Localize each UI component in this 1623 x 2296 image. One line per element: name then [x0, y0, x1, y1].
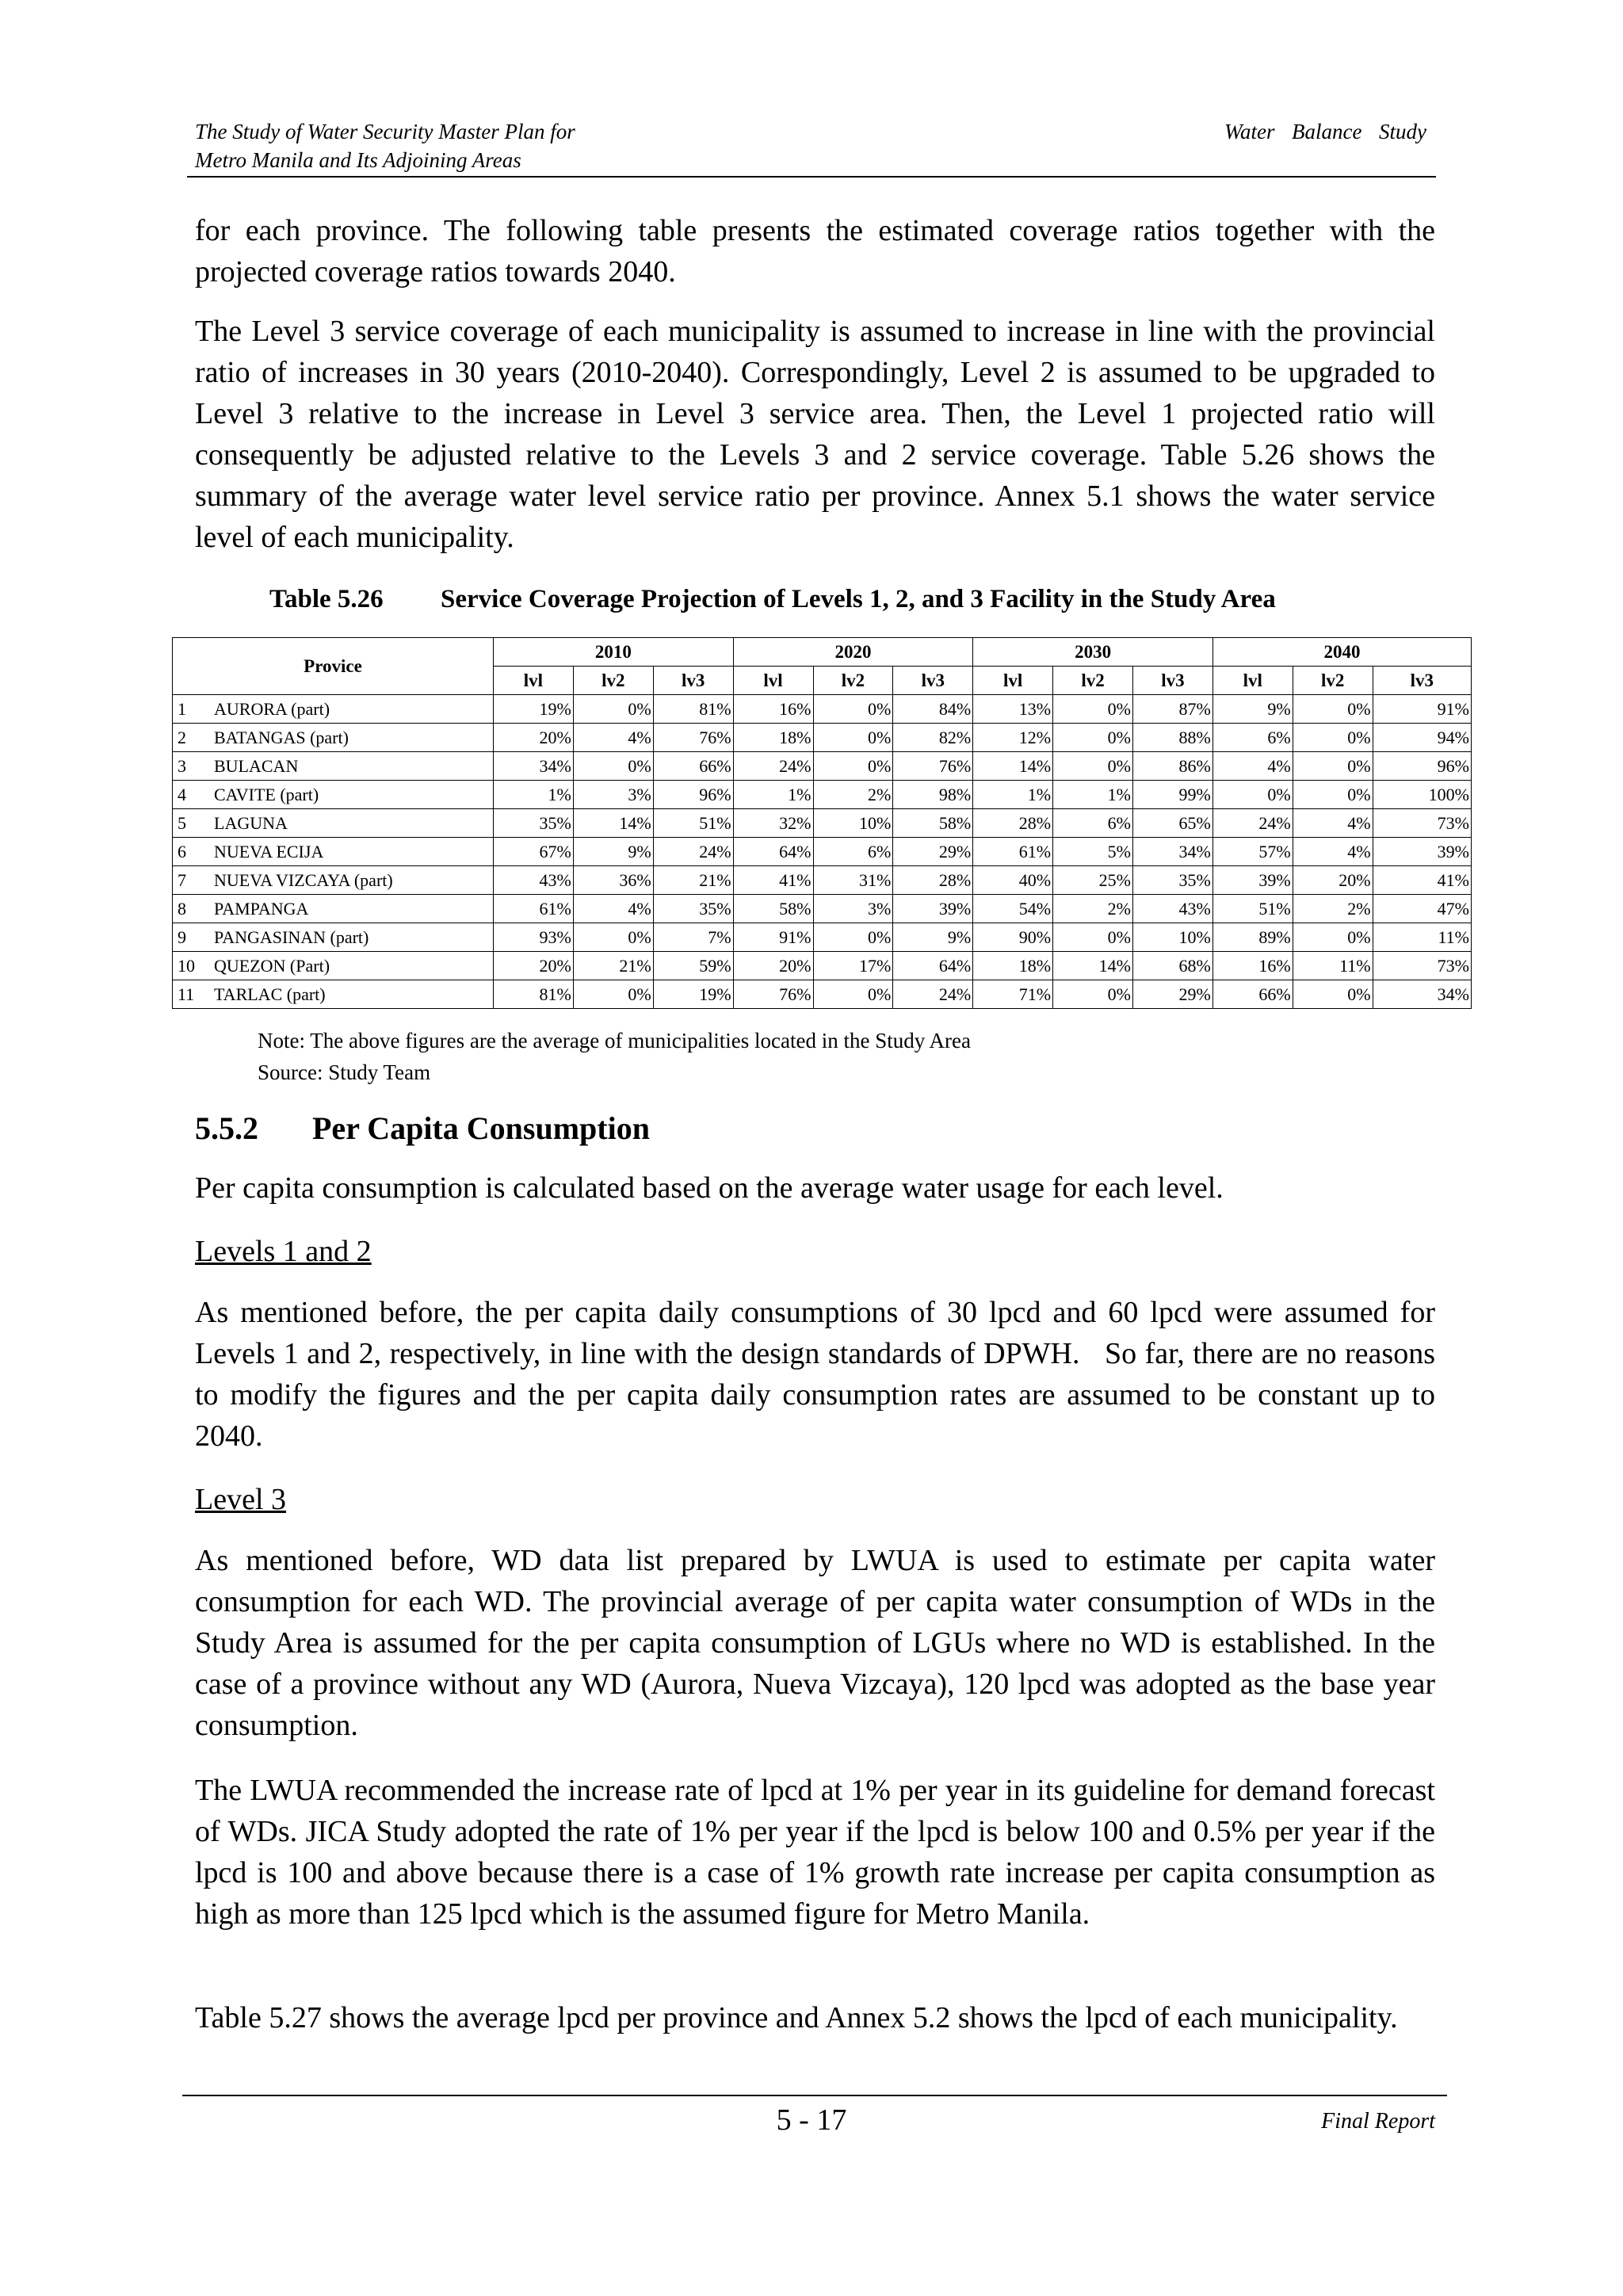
coverage-value: 13% [973, 695, 1053, 724]
coverage-value: 40% [973, 866, 1053, 895]
coverage-value: 36% [573, 866, 653, 895]
coverage-value: 20% [494, 952, 574, 980]
coverage-value: 86% [1133, 752, 1213, 781]
table-caption [269, 582, 1276, 617]
province-name: BATANGAS (part) [211, 724, 494, 752]
coverage-value: 4% [1293, 838, 1373, 866]
year-header-2020: 2020 [733, 638, 973, 667]
row-index: 1 [173, 695, 212, 724]
coverage-value: 68% [1133, 952, 1213, 980]
coverage-value: 66% [653, 752, 733, 781]
table-caption-number: Table 5.26 [269, 585, 384, 613]
coverage-value: 3% [813, 895, 893, 923]
coverage-value: 4% [1293, 809, 1373, 838]
coverage-value: 28% [893, 866, 973, 895]
province-name: CAVITE (part) [211, 781, 494, 809]
row-index: 5 [173, 809, 212, 838]
coverage-value: 71% [973, 980, 1053, 1009]
table-source: Source: Study Team [258, 1060, 431, 1084]
coverage-value: 18% [973, 952, 1053, 980]
paragraph-1: for each province. The following table presents the estimated coverage ratios together with the projected coverage ratios towards 2040. [195, 214, 1435, 288]
coverage-value: 73% [1373, 809, 1471, 838]
table-row [173, 781, 1472, 809]
coverage-value: 0% [1212, 781, 1293, 809]
paragraph-6: The LWUA recommended the increase rate of lpcd at 1% per year in its guideline for demand forecast of WDs. JICA Study adopted the rate of 1% per year if the lpcd is below 100 and 0.5% per year if the lpcd is 100 and above because there is a case of 1% growth rate increase per capita consumption as high as more than 125 lpcd which is the assumed figure for Metro Manila. [195, 1774, 1435, 1931]
coverage-value: 25% [1053, 866, 1133, 895]
coverage-value: 4% [1212, 752, 1293, 781]
coverage-value: 76% [893, 752, 973, 781]
coverage-value: 14% [973, 752, 1053, 781]
coverage-value: 64% [893, 952, 973, 980]
row-index: 10 [173, 952, 212, 980]
table-row [173, 724, 1472, 752]
coverage-value: 91% [733, 923, 813, 952]
level-header: lv2 [1053, 667, 1133, 695]
coverage-value: 29% [893, 838, 973, 866]
section-title: Per Capita Consumption [312, 1110, 650, 1146]
coverage-value: 57% [1212, 838, 1293, 866]
row-index: 6 [173, 838, 212, 866]
coverage-value: 0% [573, 695, 653, 724]
table-note: Note: The above figures are the average of municipalities located in the Study Area [258, 1029, 971, 1052]
coverage-value: 7% [653, 923, 733, 952]
coverage-value: 0% [813, 752, 893, 781]
province-name: AURORA (part) [211, 695, 494, 724]
section-heading [195, 1108, 650, 1149]
subheading-levels-1-2: Levels 1 and 2 [195, 1235, 372, 1268]
coverage-value: 24% [893, 980, 973, 1009]
province-header: Provice [173, 638, 494, 695]
coverage-value: 96% [653, 781, 733, 809]
table-caption-title: Service Coverage Projection of Levels 1, 2, and 3 Facility in the Study Area [441, 585, 1276, 613]
coverage-value: 9% [573, 838, 653, 866]
coverage-value: 89% [1212, 923, 1293, 952]
coverage-value: 59% [653, 952, 733, 980]
header-rule [187, 176, 1436, 178]
paragraph-2: The Level 3 service coverage of each municipality is assumed to increase in line with the provincial ratio of increases in 30 years (2010-2040). Correspondingly, Level 2 is assumed to be upgraded to Level 3 relative to the increase in Level 3 service area. Then, the Level 1 projected ratio will consequently be adjusted relative to the Levels 3 and 2 service coverage. Table 5.26 shows the summary of the average water level service ratio per province. Annex 5.1 shows the water service level of each municipality. [195, 315, 1435, 554]
coverage-value: 24% [653, 838, 733, 866]
coverage-value: 0% [573, 980, 653, 1009]
paragraph-5: As mentioned before, WD data list prepared by LWUA is used to estimate per capita water consumption for each WD. The provincial average of per capita water consumption of WDs in the Study Area is assumed for the per capita consumption of LGUs where no WD is established. In the case of a province without any WD (Aurora, Nueva Vizcaya), 120 lpcd was adopted as the base year consumption. [195, 1544, 1435, 1742]
province-name: BULACAN [211, 752, 494, 781]
coverage-value: 100% [1373, 781, 1471, 809]
coverage-value: 1% [1053, 781, 1133, 809]
coverage-table [172, 637, 1472, 1009]
coverage-value: 41% [733, 866, 813, 895]
coverage-value: 87% [1133, 695, 1213, 724]
row-index: 3 [173, 752, 212, 781]
coverage-value: 28% [973, 809, 1053, 838]
coverage-value: 43% [494, 866, 574, 895]
coverage-value: 0% [813, 923, 893, 952]
coverage-value: 91% [1373, 695, 1471, 724]
row-index: 2 [173, 724, 212, 752]
coverage-value: 51% [1212, 895, 1293, 923]
coverage-value: 6% [1053, 809, 1133, 838]
coverage-value: 76% [733, 980, 813, 1009]
coverage-value: 43% [1133, 895, 1213, 923]
footer-report-label: Final Report [1321, 2109, 1435, 2134]
province-name: PANGASINAN (part) [211, 923, 494, 952]
coverage-value: 14% [573, 809, 653, 838]
coverage-value: 1% [733, 781, 813, 809]
row-index: 8 [173, 895, 212, 923]
coverage-value: 98% [893, 781, 973, 809]
coverage-value: 39% [893, 895, 973, 923]
header-title-line-2: Metro Manila and Its Adjoining Areas [195, 148, 521, 172]
table-row [173, 866, 1472, 895]
row-index: 9 [173, 923, 212, 952]
level-header: lvl [733, 667, 813, 695]
coverage-value: 2% [813, 781, 893, 809]
coverage-value: 20% [733, 952, 813, 980]
coverage-value: 3% [573, 781, 653, 809]
row-index: 11 [173, 980, 212, 1009]
coverage-value: 17% [813, 952, 893, 980]
coverage-value: 64% [733, 838, 813, 866]
coverage-value: 19% [653, 980, 733, 1009]
coverage-value: 39% [1373, 838, 1471, 866]
coverage-value: 0% [1293, 695, 1373, 724]
coverage-value: 10% [1133, 923, 1213, 952]
table-row [173, 980, 1472, 1009]
coverage-value: 35% [1133, 866, 1213, 895]
level-header: lv3 [1133, 667, 1213, 695]
level-header: lv3 [653, 667, 733, 695]
coverage-value: 24% [733, 752, 813, 781]
coverage-value: 0% [573, 752, 653, 781]
table-row [173, 809, 1472, 838]
table-row [173, 752, 1472, 781]
coverage-value: 58% [893, 809, 973, 838]
coverage-value: 31% [813, 866, 893, 895]
row-index: 7 [173, 866, 212, 895]
table-row [173, 923, 1472, 952]
coverage-value: 90% [973, 923, 1053, 952]
coverage-value: 11% [1293, 952, 1373, 980]
coverage-value: 14% [1053, 952, 1133, 980]
coverage-value: 81% [494, 980, 574, 1009]
province-name: LAGUNA [211, 809, 494, 838]
coverage-value: 51% [653, 809, 733, 838]
level-header: lvl [973, 667, 1053, 695]
province-name: TARLAC (part) [211, 980, 494, 1009]
coverage-value: 61% [494, 895, 574, 923]
section-number: 5.5.2 [195, 1110, 258, 1146]
coverage-value: 35% [494, 809, 574, 838]
coverage-value: 0% [1293, 980, 1373, 1009]
level-header: lv2 [573, 667, 653, 695]
province-name: PAMPANGA [211, 895, 494, 923]
coverage-value: 32% [733, 809, 813, 838]
level-header: lv2 [1293, 667, 1373, 695]
coverage-value: 9% [1212, 695, 1293, 724]
running-header-title [195, 117, 575, 174]
coverage-value: 67% [494, 838, 574, 866]
header-title-line-1: The Study of Water Security Master Plan for [195, 120, 575, 143]
paragraph-4: As mentioned before, the per capita daily consumptions of 30 lpcd and 60 lpcd were assumed for Levels 1 and 2, respectively, in line with the design standards of DPWH. So far, there are no reasons to modify the figures and the per capita daily consumption rates are assumed to be constant up to 2040. [195, 1296, 1443, 1453]
table-row [173, 838, 1472, 866]
coverage-value: 18% [733, 724, 813, 752]
level-header: lv2 [813, 667, 893, 695]
table-row [173, 952, 1472, 980]
coverage-value: 1% [494, 781, 574, 809]
coverage-value: 0% [813, 980, 893, 1009]
level-header: lv3 [893, 667, 973, 695]
coverage-value: 9% [893, 923, 973, 952]
coverage-value: 6% [813, 838, 893, 866]
coverage-value: 2% [1053, 895, 1133, 923]
coverage-value: 0% [1293, 724, 1373, 752]
province-name: QUEZON (Part) [211, 952, 494, 980]
coverage-value: 34% [1373, 980, 1471, 1009]
paragraph-7: Table 5.27 shows the average lpcd per province and Annex 5.2 shows the lpcd of each municipality. [195, 2001, 1398, 2034]
coverage-value: 84% [893, 695, 973, 724]
subheading-level-3: Level 3 [195, 1483, 287, 1516]
coverage-value: 34% [1133, 838, 1213, 866]
coverage-value: 0% [813, 695, 893, 724]
coverage-value: 41% [1373, 866, 1471, 895]
level-header: lv3 [1373, 667, 1471, 695]
coverage-value: 0% [1053, 724, 1133, 752]
coverage-value: 0% [1053, 752, 1133, 781]
table-header-row-years [173, 638, 1472, 667]
coverage-value: 54% [973, 895, 1053, 923]
coverage-value: 0% [1053, 923, 1133, 952]
page-number: 5 - 17 [776, 2103, 847, 2137]
coverage-value: 5% [1053, 838, 1133, 866]
year-header-2030: 2030 [973, 638, 1213, 667]
coverage-value: 20% [494, 724, 574, 752]
coverage-value: 73% [1373, 952, 1471, 980]
coverage-value: 76% [653, 724, 733, 752]
coverage-value: 6% [1212, 724, 1293, 752]
coverage-value: 11% [1373, 923, 1471, 952]
coverage-value: 19% [494, 695, 574, 724]
level-header: lvl [494, 667, 574, 695]
table-body [173, 695, 1472, 1009]
coverage-value: 0% [1293, 781, 1373, 809]
coverage-value: 66% [1212, 980, 1293, 1009]
coverage-value: 34% [494, 752, 574, 781]
coverage-value: 35% [653, 895, 733, 923]
coverage-value: 2% [1293, 895, 1373, 923]
coverage-value: 88% [1133, 724, 1213, 752]
coverage-value: 93% [494, 923, 574, 952]
coverage-value: 16% [1212, 952, 1293, 980]
coverage-value: 24% [1212, 809, 1293, 838]
footer-rule [182, 2095, 1447, 2096]
table-row [173, 695, 1472, 724]
coverage-value: 39% [1212, 866, 1293, 895]
coverage-value: 65% [1133, 809, 1213, 838]
coverage-value: 1% [973, 781, 1053, 809]
coverage-value: 82% [893, 724, 973, 752]
coverage-value: 81% [653, 695, 733, 724]
row-index: 4 [173, 781, 212, 809]
paragraph-3: Per capita consumption is calculated based on the average water usage for each level. [195, 1171, 1224, 1205]
coverage-value: 0% [1293, 752, 1373, 781]
coverage-value: 0% [1053, 695, 1133, 724]
coverage-value: 0% [813, 724, 893, 752]
coverage-value: 0% [1293, 923, 1373, 952]
coverage-value: 4% [573, 895, 653, 923]
table-row [173, 895, 1472, 923]
coverage-value: 47% [1373, 895, 1471, 923]
province-name: NUEVA ECIJA [211, 838, 494, 866]
coverage-value: 0% [573, 923, 653, 952]
level-header: lvl [1212, 667, 1293, 695]
running-header-section: Water Balance Study [1224, 120, 1426, 143]
coverage-value: 0% [1053, 980, 1133, 1009]
coverage-value: 58% [733, 895, 813, 923]
coverage-value: 96% [1373, 752, 1471, 781]
coverage-value: 12% [973, 724, 1053, 752]
coverage-value: 29% [1133, 980, 1213, 1009]
coverage-value: 21% [573, 952, 653, 980]
coverage-value: 4% [573, 724, 653, 752]
coverage-value: 10% [813, 809, 893, 838]
coverage-value: 20% [1293, 866, 1373, 895]
coverage-value: 61% [973, 838, 1053, 866]
coverage-value: 94% [1373, 724, 1471, 752]
coverage-value: 99% [1133, 781, 1213, 809]
year-header-2040: 2040 [1212, 638, 1471, 667]
coverage-value: 16% [733, 695, 813, 724]
year-header-2010: 2010 [494, 638, 734, 667]
province-name: NUEVA VIZCAYA (part) [211, 866, 494, 895]
coverage-value: 21% [653, 866, 733, 895]
